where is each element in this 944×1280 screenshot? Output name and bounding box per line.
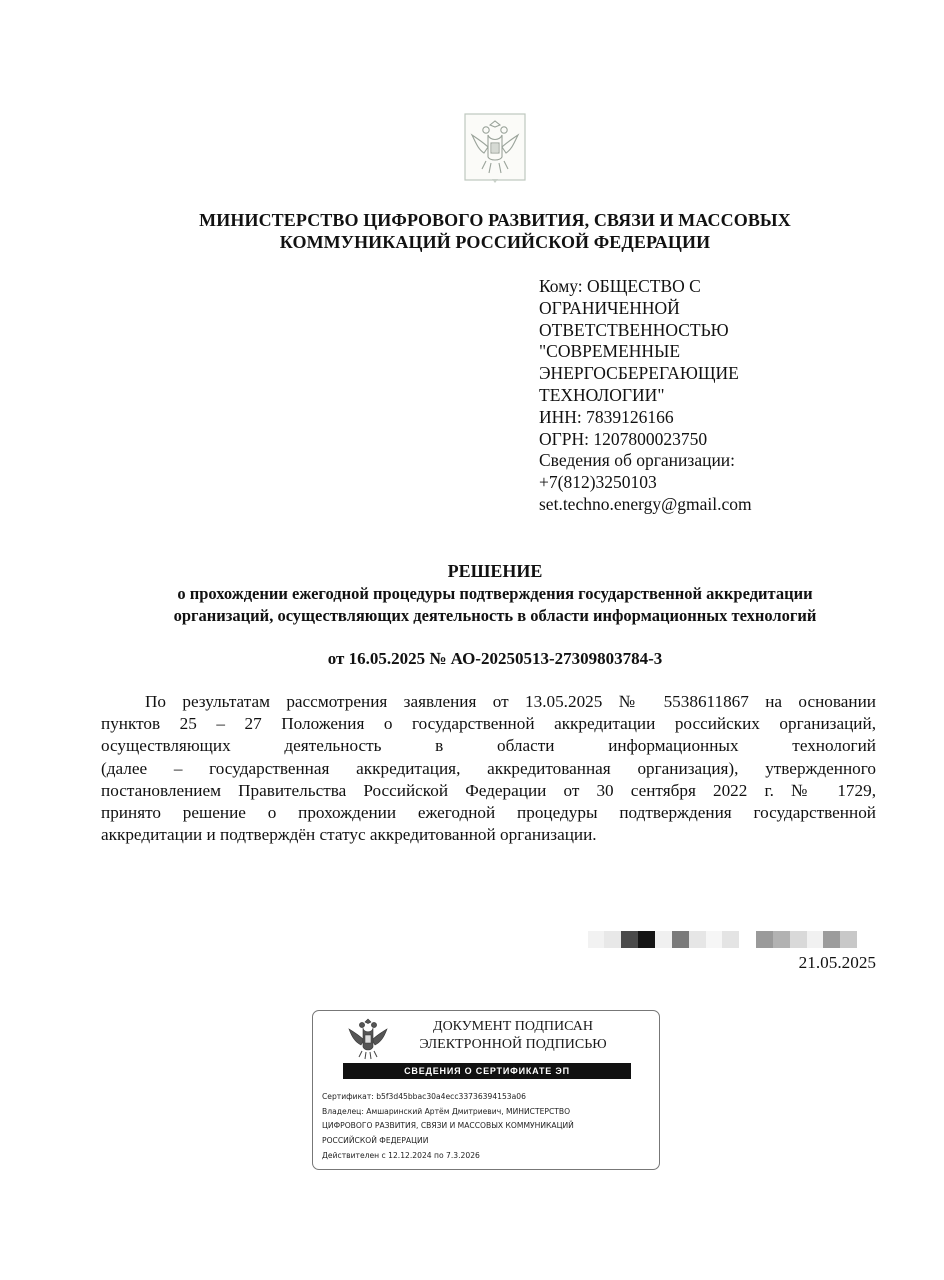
body-line: осуществляющих деятельность в области информационных технологий	[101, 736, 876, 756]
certificate-validity: Действителен с 12.12.2024 по 7.3.2026	[322, 1150, 480, 1160]
addressee-info-label: Сведения об организации:	[539, 450, 736, 471]
signature-date: 21.05.2025	[798, 953, 876, 972]
addressee-block	[539, 276, 869, 516]
ministry-line-1: МИНИСТЕРСТВО ЦИФРОВОГО РАЗВИТИЯ, СВЯЗИ И МАССОВЫХ	[199, 210, 791, 230]
body-line: аккредитации и подтверждён статус аккредитованной организации.	[101, 825, 597, 845]
addressee-ogrn: ОГРН: 1207800023750	[539, 428, 708, 449]
addressee-line: "СОВРЕМЕННЫЕ	[539, 341, 681, 362]
body-line: постановлением Правительства Российской Федерации от 30 сентября 2022 г. № 1729,	[101, 780, 876, 800]
decision-body	[101, 691, 876, 846]
body-line: пунктов 25 – 27 Положения о государственной аккредитации российских организаций,	[101, 714, 876, 734]
redacted-signature	[588, 931, 863, 950]
coat-of-arms-icon	[464, 113, 526, 185]
addressee-phone: +7(812)3250103	[539, 472, 657, 493]
decision-subtitle-line-1: о прохождении ежегодной процедуры подтверждения государственной аккредитации	[177, 584, 813, 603]
body-line: По результатам рассмотрения заявления от 13.05.2025 № 5538611867 на основании	[145, 692, 876, 711]
stamp-title	[393, 1018, 633, 1054]
body-line: (далее – государственная аккредитация, аккредитованная организация), утвержденного	[101, 758, 876, 778]
stamp-title-line-2: ЭЛЕКТРОННОЙ ПОДПИСЬЮ	[419, 1037, 607, 1052]
addressee-line: ОТВЕТСТВЕННОСТЬЮ	[539, 319, 729, 340]
body-line: принято решение о прохождении ежегодной процедуры подтверждения государственной	[101, 802, 876, 822]
certificate-id: Сертификат: b5f3d45bbac30a4ecc33736394153a06	[322, 1092, 526, 1101]
addressee-line: ЭНЕРГОСБЕРЕГАЮЩИЕ	[539, 363, 739, 384]
decision-subtitle-line-2: организаций, осуществляющих деятельность в области информационных технологий	[173, 606, 817, 625]
decision-subtitle	[100, 583, 890, 627]
addressee-inn: ИНН: 7839126166	[539, 406, 674, 427]
addressee-line: ТЕХНОЛОГИИ"	[539, 384, 665, 405]
addressee-line: Кому: ОБЩЕСТВО С	[539, 276, 701, 296]
certificate-owner-line-2: ЦИФРОВОГО РАЗВИТИЯ, СВЯЗИ И МАССОВЫХ КОММУНИКАЦИЙ	[322, 1121, 574, 1131]
addressee-email: set.techno.energy@gmail.com	[539, 493, 752, 514]
certificate-owner-line-1: Владелец: Амшаринский Артём Дмитриевич, МИНИСТЕРСТВО	[322, 1106, 571, 1116]
decision-title: РЕШЕНИЕ	[447, 561, 543, 581]
eagle-emblem-icon	[346, 1017, 390, 1061]
certificate-details	[322, 1090, 652, 1164]
certificate-owner-line-3: РОССИЙСКОЙ ФЕДЕРАЦИИ	[322, 1136, 429, 1146]
addressee-line: ОГРАНИЧЕННОЙ	[539, 297, 680, 318]
decision-number: от 16.05.2025 № АО-20250513-27309803784-3	[327, 649, 663, 668]
certificate-info-bar: СВЕДЕНИЯ О СЕРТИФИКАТЕ ЭП	[343, 1063, 631, 1079]
ministry-line-2: КОММУНИКАЦИЙ РОССИЙСКОЙ ФЕДЕРАЦИИ	[279, 232, 711, 252]
ministry-header	[100, 209, 890, 253]
stamp-title-line-1: ДОКУМЕНТ ПОДПИСАН	[433, 1019, 593, 1034]
electronic-signature-stamp	[312, 1010, 660, 1170]
